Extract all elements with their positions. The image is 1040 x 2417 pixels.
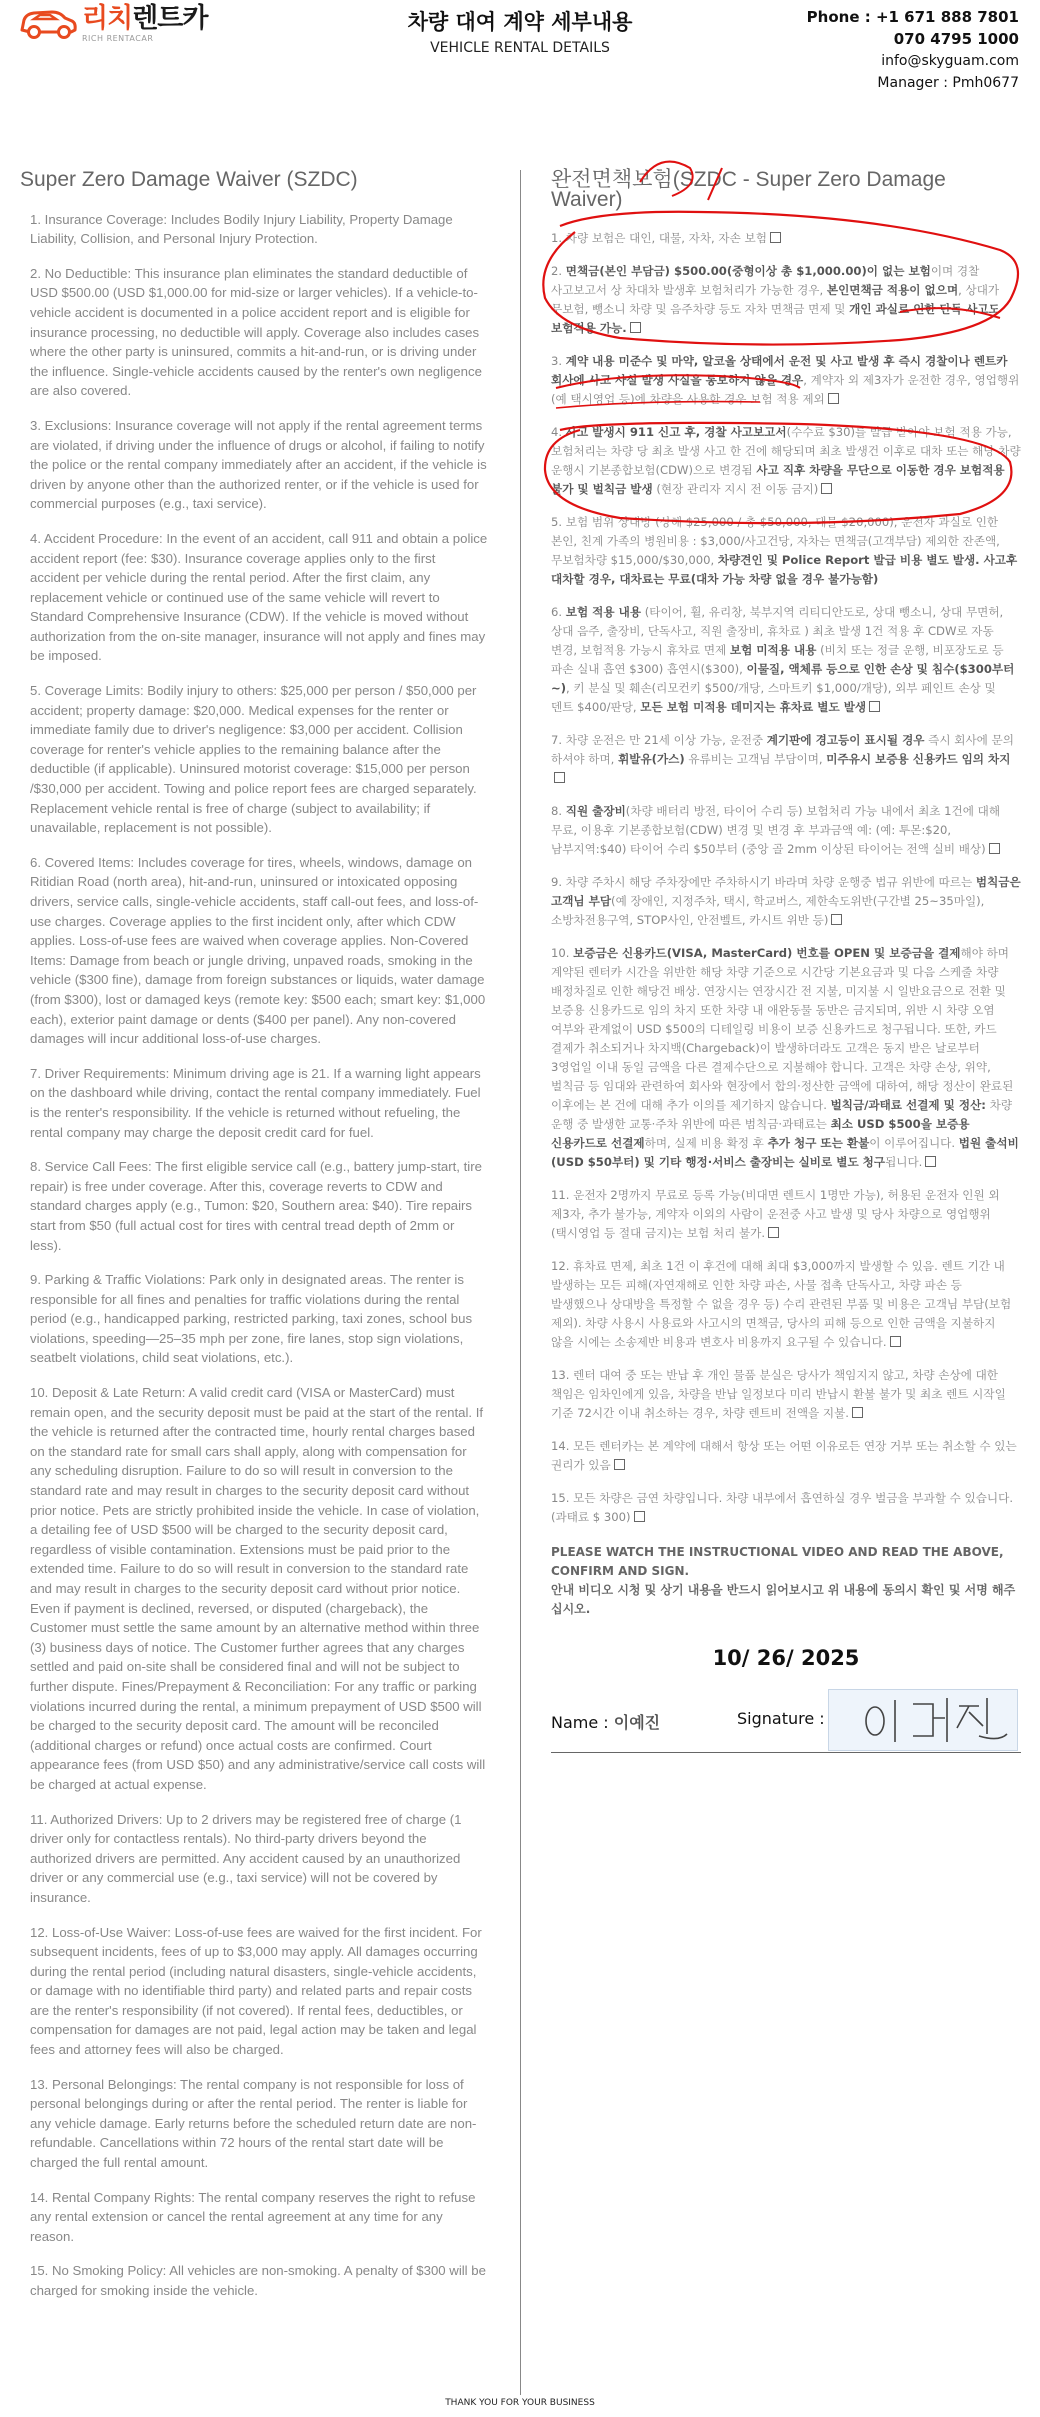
signing-date: 10/ 26/ 2025 [712,1646,860,1671]
english-term-13: 13. Personal Belongings: The rental company is not responsible for loss of personal belongings during or after the rental period. The renter is liable for any vehicle damage. Early returns before the scheduled return date are non-refundable. Cancellations within 72 hours of the rental start date will be charged the full rental amount. [30,2076,477,2171]
signature-box[interactable] [828,1689,1018,1751]
page-title-english: VEHICLE RENTAL DETAILS [430,40,610,56]
handwritten-signature [829,1690,1019,1752]
signature-label: Signature : [737,1708,825,1728]
korean-term-11: 11. 운전자 2명까지 무료로 등록 가능(비대면 렌트시 1명만 가능), 허용된 운전자 인원 외 제3자, 추가 불가능, 계약자 이외의 사람이 운전중 사고 발생 및 당사 차량으로 영업행위(택시영업 등 절대 금지)는 보험 처리 불가. [551,1188,1000,1241]
term-checkbox[interactable] [831,914,842,925]
english-term-11: 11. Authorized Drivers: Up to 2 drivers may be registered free of charge (1 driver only for contactless rentals). No third-party drivers beyond the authorized drivers are permitted. Any accident caused by an unauthorized driver or any commercial use (e.g., taxi service) will not be covered by insurance. [30,1811,462,1905]
term-checkbox[interactable] [614,1459,625,1470]
korean-term-12: 12. 휴차료 면제, 최초 1건 이 후건에 대해 최대 $3,000까지 발생할 수 있음. 렌트 기간 내 발생하는 모든 피해(자연재해로 인한 차량 파손, 사물 접촉 단독사고, 차량 파손 등 발생했으나 상대방을 특정할 수 없을 경우 등) 수리 관련된 부품 및 비용은 고객님 부담(보험 제외). 차량 사용시 사용료와 사고시의 면책금, 당사의 피해 등으로 인한 금액을 지불하지 않을 시에는 소송제반 비용과 변호사 비용까지 요구될 수 있습니다. [551,1259,1012,1350]
english-term-9: 9. Parking & Traffic Violations: Park only in designated areas. The renter is responsible for all fines and penalties for traffic violations during the rental period (e.g., handicapped parking, restricted parking, taxi zones, school bus violations, speeding—25–35 mph per zone, fire lanes, stop sign violations, seatbelt violations, child seat violations, etc.). [30,1272,473,1366]
korean-term-13: 13. 렌터 대여 중 또는 반납 후 개인 물품 분실은 당사가 책임지지 않고, 차량 손상에 대한 책임은 임차인에게 있음, 차량을 반납 일정보다 미리 반납시 환불 불가 및 최초 렌트 시작일 기준 72시간 이내 취소하는 경우, 차량 렌트비 전액을 지불. [551,1368,1006,1421]
page-title-korean: 차량 대여 계약 세부내용 [407,10,633,34]
korean-terms-column [551,160,1021,1753]
korean-term-6: 6. 보험 적용 내용 (타이어, 휠, 유리창, 북부지역 리티디안도로, 상대 뺑소니, 상대 무면허, 상대 음주, 출장비, 단독사고, 직원 출장비, 휴차료 ) 최초 발생 1건 적용 후 CDW로 자동 변경, 보험적용 가능시 휴차료 면제 보험 미적용 내용 (비치 또는 정글 운행, 비포장도로 등 파손 실내 흡연 $300) 흡연시($300), 이물질, 액체류 등으로 인한 손상 및 침수($300부터~), 키 분실 및 훼손(리모컨키 $500/개당, 스마트키 $1,000/개당), 외부 페인트 손상 및 덴트 $400/판당, 모든 보험 미적용 데미지는 휴차료 별도 발생 [551,605,1015,715]
english-term-3: 3. Exclusions: Insurance coverage will not apply if the rental agreement terms are violated, if driving under the influence of drugs or alcohol, if failing to notify the police or the rental company immediately after an accident, if the vehicle is driven by anyone other than the authorized renter, or if the vehicle is used for commercial purposes (e.g., taxi service). [30,417,487,512]
term-checkbox[interactable] [554,772,565,783]
korean-term-7: 7. 차량 운전은 만 21세 이상 가능, 운전중 계기판에 경고등이 표시될 경우 즉시 회사에 문의 하셔야 하며, 휘발유(가스) 유류비는 고객님 부담이며, 미주유시 보증용 신용카드 임의 차지 [551,731,1021,788]
term-checkbox[interactable] [852,1407,863,1418]
korean-term-3: 3. 계약 내용 미준수 및 마약, 알코올 상태에서 운전 및 사고 발생 후 즉시 경찰이나 렌트카 회사에 사고 사실 발생 사실을 통보하지 않을 경우, 계약자 외 제3자가 운전한 경우, 영업행위(예 택시영업 등)에 차량을 사용한 경우 보험 적용 제외 [551,354,1020,407]
english-term-14: 14. Rental Company Rights: The rental company reserves the right to refuse any rental extension or cancel the rental agreement at any time for any reason. [30,2189,476,2244]
phone-number: Phone : +1 671 888 7801 [806,8,1019,26]
header [0,0,1040,100]
korean-term-14: 14. 모든 렌터카는 본 계약에 대해서 항상 또는 어떤 이유로든 연장 거부 또는 취소할 수 있는 권리가 있음 [551,1439,1017,1473]
english-term-10: 10. Deposit & Late Return: A valid credit card (VISA or MasterCard) must remain open, and the security deposit must be paid at the start of the rental. If the vehicle is returned after the contracted time, hourly rental charges based on the standard rate for small cars shall apply, along with compensation for any scheduling disruption. Failure to do so will result in conversion to the standard rate and may result in charges to the security deposit card without prior notice. Pets are strictly prohibited inside the vehicle. In case of violation, a detailing fee of USD $500 will be charged to the security deposit card, regardless of visible contamination. Extensions must be paid prior to the extended time. Failure to do so will result in conversion to the standard rate and may result in charges to the security deposit card without prior notice. Even if payment is declined, reversed, or disputed (chargeback), the Customer must settle the same amount by an alternative method within three (3) business days of notice. The Customer further agrees that any charges settled and paid on-site shall be considered final and will not be subject to further dispute. Fines/Prepayment & Reconciliation: For any traffic or parking violations incurred during the rental, a minimum prepayment of USD $500 will be charged to the security deposit card. The amount will be reconciled (additional charges or refund) once actual costs are confirmed. Court appearance fees (from USD $50) and any administrative/service call costs will be charged at actual expense. [30,1385,486,1792]
korean-term-8: 8. 직원 출장비(차량 배터리 방전, 타이어 수리 등) 보험처리 가능 내에서 최초 1건에 대해 무료, 이용후 기본종합보험(CDW) 변경 및 변경 후 부과금액 예: (예: 투몬:$20, 남부지역:$40) 타이어 수리 $50부터 (중앙 골 2mm 이상된 타이어는 전액 실비 배상) [551,804,1001,857]
instruction-notice-en: PLEASE WATCH THE INSTRUCTIONAL VIDEO AND READ THE ABOVE, CONFIRM AND SIGN. [551,1545,1004,1579]
korean-term-2: 2. 면책금(본인 부담금) $500.00(중형이상 총 $1,000.00)이 없는 보험이며 경찰 사고보고서 상 차대차 발생후 보험처리가 가능한 경우, 본인면책금 적용이 없으며, 상대가 무보험, 뺑소니 차량 및 음주차량 등도 자차 면책금 면제 및 개인 과실로 인한 단독 사고도 보험적용 가능. [551,264,1000,336]
english-terms-heading: Super Zero Damage Waiver (SZDC) [20,168,358,191]
instruction-notice-kr: 안내 비디오 시청 및 상기 내용을 반드시 읽어보시고 위 내용에 동의시 확인 및 서명 해주십시오. [551,1583,1016,1617]
logo-wordmark: 리치렌트카 [82,3,208,34]
term-checkbox[interactable] [821,483,832,494]
email-address: info@skyguam.com [881,53,1019,69]
english-term-5: 5. Coverage Limits: Bodily injury to others: $25,000 per person / $50,000 per accident; property damage: $20,000. Medical expenses for the renter or immediate family due to driver's negligence: $3,000 per accident. Collision coverage for renter's vehicle applies to the remaining balance after the deductible (if applicable). Uninsured motorist coverage: $15,000 per person /$30,000 per accident. Towing and police report fees are charged separately. Replacement vehicle rental is free of charge (subject to availability; if unavailable, replacement is not possible). [30,683,477,836]
english-term-12: 12. Loss-of-Use Waiver: Loss-of-use fees are waived for the first incident. For subsequent incidents, fees of up to $3,000 may apply. All damages occurring during the rental period (including natural disasters, single-vehicle accidents, or damage with no identifiable third party) and related parts and repair costs are the renter's responsibility (if not covered). If rental fees, deductibles, or compensation for damages are not paid, legal action may be taken and legal fees and attorney fees will also be charged. [30,1924,482,2058]
term-checkbox[interactable] [630,322,641,333]
korean-term-5: 5. 보험 범위 상대방 (상해 $25,000 / 총 $50,000, 대물 $20,000), 운전자 과실로 인한 본인, 친계 가족의 병원비용 : $3,000/사고건당, 자차는 면책금(고객부담) 제외한 잔존액, 무보험차량 $15,000/$30,000, 차량견인 및 Police Report 발급 비용 별도 발생. 사고후 대차할 경우, 대차료는 무료(대차 가능 차량 없을 경우 불가능함) [551,515,1018,587]
logo-subtitle: RICH RENTACAR [82,34,154,43]
manager-id: Manager : Pmh0677 [877,75,1019,91]
english-terms-list [20,210,488,2301]
korean-term-4: 4. 사고 발생시 911 신고 후, 경찰 사고보고서(수수료 $30)를 발급 받아야 보험 적용 가능, 보험처리는 차량 당 최초 발생 사고 한 건에 해당되며 최초 발생건 이후로 대차 또는 해당 차량 운행시 기본종합보험(CDW)으로 변경됨 사고 직후 차량을 무단으로 이동한 경우 보험적용 불가 및 벌칙금 발생 (현장 관리자 지시 전 이동 금지) [551,425,1021,497]
korean-terms-heading: 완전면책보험(SZDC - Super Zero Damage Waiver) [551,168,946,211]
english-term-6: 6. Covered Items: Includes coverage for tires, wheels, windows, damage on Ritidian Road (north area), hit-and-run, uninsured or intoxicated opposing drivers, service calls, single-vehicle accidents, staff call-out fees, and loss-of-use charges. Coverage applies to the first incident only, after which CDW applies. Loss-of-use fees are waived when coverage applies. Non-Covered Items: Damage from beach or jungle driving, unpaved roads, smoking in the vehicle ($300 fine), damage from foreign substances or liquids, water damage (from $300), lost or damaged keys (remote key: $500 each; smart key: $1,000 each), exterior paint damage or dents ($400 per panel). Any non-covered damages will incur additional loss-of-use charges. [30,854,486,1047]
korean-term-9: 9. 차량 주차시 해당 주차장에만 주차하시기 바라며 차량 운행중 법규 위반에 따르는 범칙금은 고객님 부담(예 장애인, 지정주차, 택시, 학교버스, 제한속도위반(구간별 25~35마일), 소방차전용구역, STOP사인, 안전벨트, 카시트 위반 등) [551,875,1021,928]
term-checkbox[interactable] [925,1156,936,1167]
english-term-7: 7. Driver Requirements: Minimum driving age is 21. If a warning light appears on the dashboard while driving, contact the rental company immediately. Fuel is the renter's responsibility. If the vehicle is returned without refueling, the rental company may charge the deposit credit card for fuel. [30,1065,481,1140]
korean-term-15: 15. 모든 차량은 금연 차량입니다. 차량 내부에서 흡연하실 경우 벌금을 부과할 수 있습니다. (과태료 $ 300) [551,1491,1014,1525]
footer-thanks: THANK YOU FOR YOUR BUSINESS [445,2398,595,2408]
english-term-15: 15. No Smoking Policy: All vehicles are non-smoking. A penalty of $300 will be charged for smoking inside the vehicle. [30,2263,486,2298]
english-term-8: 8. Service Call Fees: The first eligible service call (e.g., battery jump-start, tire repair) is free under coverage. After this, coverage reverts to CDW and standard charges apply (e.g., Tumon: $20, Southern area: $40). Tire repairs start from $50 (full actual cost for tires with central tread depth of 2mm or less). [30,1159,482,1253]
term-checkbox[interactable] [869,701,880,712]
signature-row [551,1685,1021,1753]
english-term-1: 1. Insurance Coverage: Includes Bodily Injury Liability, Property Damage Liability, Collision, and Personal Injury Protection. [30,211,453,247]
term-checkbox[interactable] [634,1511,645,1522]
english-term-2: 2. No Deductible: This insurance plan eliminates the standard deductible of USD $500.00 (USD $1,000.00 for mid-size or larger vehicles). If a vehicle-to-vehicle accident is documented in a police accident report and is eligible for insurance processing, no deductible will apply. Coverage also includes cases where the other party is uninsured, commits a hit-and-run, or is driving under the influence. Single-vehicle accidents caused by the renter's own negligence are also covered. [30,265,482,399]
column-divider [520,170,521,2395]
term-checkbox[interactable] [768,1227,779,1238]
english-term-4: 4. Accident Procedure: In the event of an accident, call 911 and obtain a police accident report (fee: $30). Insurance coverage applies only to the first accident per vehicle during the rental period. After the first claim, any replacement vehicle or continued use of the same vehicle will revert to Standard Comprehensive Insurance (CDW). If the vehicle is moved without authorization from the on-site manager, insurance will not apply and fines may be imposed. [30,530,488,664]
korean-term-1: 1. 차량 보험은 대인, 대물, 자차, 자손 보험 [551,229,1021,248]
instruction-notice [551,1543,1021,1619]
korean-term-10: 10. 보증금은 신용카드(VISA, MasterCard) 번호를 OPEN 및 보증금을 결제해야 하며 계약된 렌터카 시간을 위반한 해당 차량 기준으로 시간당 기본요금과 및 다음 스케줄 차량 배정차질로 인한 해당건 배상. 연장시는 연장시간 전 지불, 미지불 시 일반요금으로 전환 및 보증용 신용카드로 임의 차지 또한 차량 내 애완동물 동반은 금지되며, 위반 시 차량 오염 여부와 관계없이 USD $500의 디테일링 비용이 보증 신용카드로 청구됩니다. 또한, 카드 결제가 취소되거나 차지백(Chargeback)이 발생하더라도 고객은 동지 받은 날로부터 3영업일 이내 동일 금액을 다른 결제수단으로 지불해야 합니다. 고객은 차량 손상, 위약, 벌칙금 등 임대와 관련하여 회사와 현장에서 합의·정산한 금액에 대하여, 해당 정산이 완료된 이후에는 본 건에 대해 추가 이의를 제기하지 않습니다. 벌칙금/과태료 선결제 및 정산: 차량 운행 중 발생한 교통·주차 위반에 따른 범칙금·과태료는 최소 USD $500을 보증용 신용카드로 선결제하며, 실제 비용 확정 후 추가 청구 또는 환불이 이루어집니다. 법원 출석비(USD $50부터) 및 기타 행정·서비스 출장비는 실비로 별도 청구됩니다. [551,946,1019,1170]
name-field [551,1713,660,1733]
name-label: Name : [551,1712,614,1732]
renter-name: 이예진 [613,1712,661,1732]
term-checkbox[interactable] [828,393,839,404]
phone-number-secondary: 070 4795 1000 [893,30,1019,48]
term-checkbox[interactable] [989,843,1000,854]
term-checkbox[interactable] [770,232,781,243]
contact-info [807,6,1019,94]
english-terms-column [20,160,488,2316]
term-checkbox[interactable] [890,1336,901,1347]
